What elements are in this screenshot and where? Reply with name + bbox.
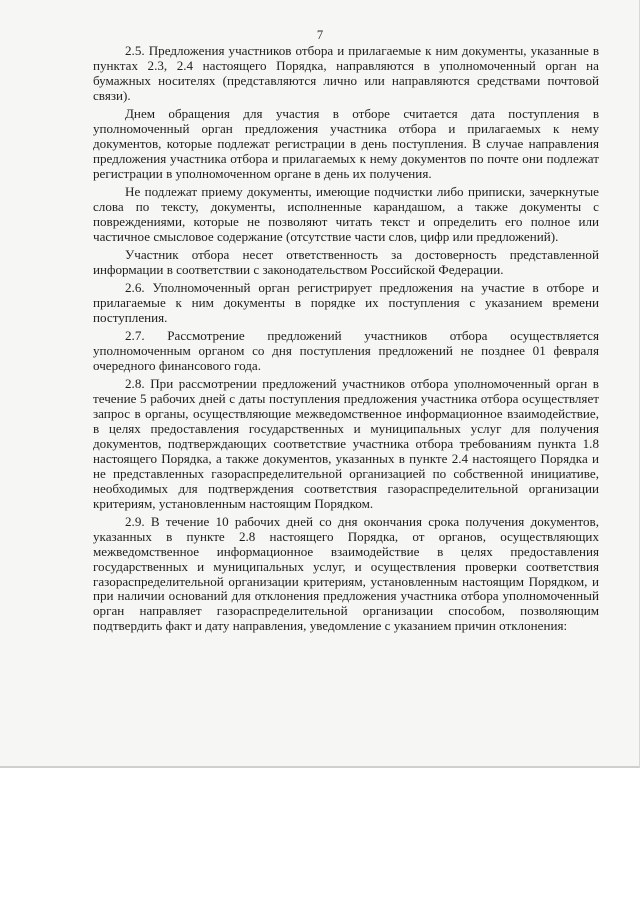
paragraph-participant-responsibility: Участник отбора несет ответственность за достоверность представленной информации в соответствии с законодательством Российской Федерации. <box>93 246 599 277</box>
paragraph-2-6: 2.6. Уполномоченный орган регистрирует предложения на участие в отборе и прилагаемые к ним документы в порядке их поступления с указанием времени поступления. <box>93 280 599 325</box>
paragraph-2-8: 2.8. При рассмотрении предложений участников отбора уполномоченный орган в течение 5 рабочих дней с даты поступления предложения участника отбора осуществляет запрос в органы, осуществляющие межведомственное информационное взаимодействие, в целях предоставления государственных и муниципальных услуг для получения документов, подтверждающих соответствие участника отбора требованиям пункта 1.8 настоящего Порядка, а также документов, указанных в пункте 2.4 настоящего Порядка и не представленных газораспределительной организацией по собственной инициативе, необходимых для подтверждения соответствия газораспределительной организации критериям, установленным настоящим Порядком. <box>93 376 599 511</box>
paragraph-2-5: 2.5. Предложения участников отбора и прилагаемые к ним документы, указанные в пунктах 2.3, 2.4 настоящего Порядка, направляются в уполномоченный орган на бумажных носителях (представляются лично или направляются средствами почтовой связи). <box>93 43 599 103</box>
paragraph-rejected-documents: Не подлежат приему документы, имеющие подчистки либо приписки, зачеркнутые слова по тексту, документы, исполненные карандашом, а также документы с повреждениями, которые не позволяют читать текст и определить его полное или частичное смысловое содержание (отсутствие части слов, цифр или предложений). <box>93 183 599 244</box>
paragraph-2-7: 2.7. Рассмотрение предложений участников отбора осуществляется уполномоченным органом со дня поступления предложений не позднее 01 февраля очередного финансового года. <box>93 328 599 374</box>
paragraph-2-9: 2.9. В течение 10 рабочих дней со дня окончания срока получения документов, указанных в пункте 2.8 настоящего Порядка, от органов, осуществляющих межведомственное информационное взаимодействие в целях предоставления государственных и муниципальных услуг, и осуществления проверки соответствия газораспределительной организации критериям, установленным настоящим Порядком, и при наличии оснований для отклонения предложения участника отбора уполномоченный орган направляет газораспределительной организации способом, позволяющим подтвердить факт и дату направления, уведомление с указанием причин отклонения: <box>93 513 599 634</box>
paragraph-application-date: Днем обращения для участия в отборе считается дата поступления в уполномоченный орган предложения участника отбора и прилагаемых к нему документов, которые подлежат регистрации в день поступления. В случае направления предложения участника отбора и прилагаемых к нему документов по почте они подлежат регистрации в уполномоченном органе в день их получения. <box>93 106 599 181</box>
document-body <box>93 44 599 634</box>
page-number: 7 <box>316 28 324 42</box>
